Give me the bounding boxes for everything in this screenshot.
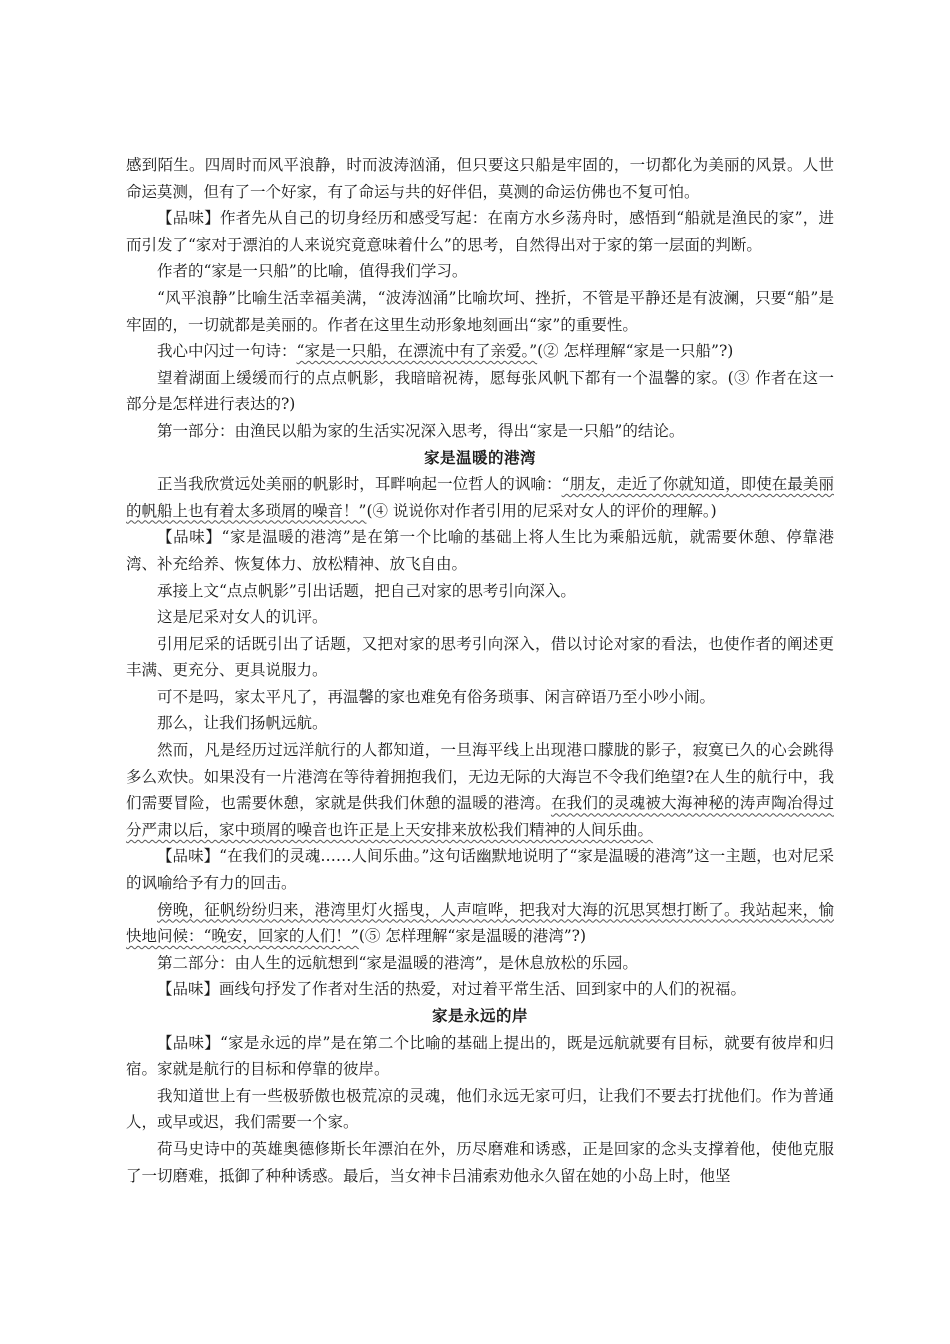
paragraph <box>126 285 834 338</box>
text-segment: 第一部分：由渔民以船为家的生活实况深入思考，得出“家是一只船”的结论。 <box>157 421 685 440</box>
underlined-sentence: 傍晚，征帆纷纷归来，港湾里灯火摇曳，人声喧哗，把我对大海的沉思冥想打断了。我站起来，愉快地问候：“晚安，回家的人们！” <box>126 900 834 946</box>
text-segment: 我知道世上有一些极骄傲也极荒凉的灵魂，他们永远无家可归，让我们不要去打扰他们。作为普通人，或早或迟，我们需要一个家。 <box>126 1086 834 1132</box>
text-segment: 引用尼采的话既引出了话题，又把对家的思考引向深入，借以讨论对家的看法，也使作者的阐述更丰满、更充分、更具说服力。 <box>126 634 834 680</box>
text-segment: (④ 说说你对作者引用的尼采对女人的评价的理解。) <box>366 501 717 520</box>
paragraph <box>126 338 834 365</box>
text-segment: 正当我欣赏远处美丽的帆影时，耳畔响起一位哲人的讽喻： <box>157 475 562 494</box>
underlined-sentence: “朋友，走近了你就知道，即使在最美丽的帆船上也有着太多琐屑的噪音！” <box>126 475 834 520</box>
paragraph <box>126 1083 834 1136</box>
text-segment: 望着湖面上缓缓而行的点点帆影，我暗暗祝祷，愿每张风帆下都有一个温馨的家。(③ 作者在这一部分是怎样进行表达的?) <box>126 368 834 414</box>
text-segment: (② 怎样理解“家是一只船”?) <box>537 342 734 361</box>
paragraph <box>126 897 834 950</box>
text-segment: 第二部分：由人生的远航想到“家是温暖的港湾”，是休息放松的乐园。 <box>157 953 638 972</box>
underlined-sentence: 在我们的灵魂被大海神秘的涛声陶冶得过分严肃以后，家中琐屑的噪音也许正是上天安排来放松我们精神的人间乐曲。 <box>126 794 834 839</box>
paragraph <box>126 578 834 605</box>
text-segment: 这是尼采对女人的讥评。 <box>157 608 328 627</box>
text-segment: 荷马史诗中的英雄奥德修斯长年漂泊在外，历尽磨难和诱惑，正是回家的念头支撑着他，使他克服了一切磨难，抵御了种种诱惑。最后，当女神卡吕浦索劝他永久留在她的小岛上时，他坚 <box>126 1139 834 1185</box>
paragraph <box>126 258 834 285</box>
text-segment: 感到陌生。四周时而风平浪静，时而波涛汹涌，但只要这只船是牢固的，一切都化为美丽的风景。人世命运莫测，但有了一个好家，有了命运与共的好伴侣，莫测的命运仿佛也不复可怕。 <box>126 156 834 201</box>
text-segment: 【品味】“在我们的灵魂……人间乐曲。”这句话幽默地说明了“家是温暖的港湾”这一主题，也对尼采的讽喻给予有力的回击。 <box>126 847 834 893</box>
text-segment: “风平浪静”比喻生活幸福美满，“波涛汹涌”比喻坎坷、挫折，不管是平静还是有波澜，只要“船”是牢固的，一切就都是美丽的。作者在这里生动形象地刻画出“家”的重要性。 <box>126 288 834 334</box>
text-segment: 承接上文“点点帆影”引出话题，把自己对家的思考引向深入。 <box>157 581 576 600</box>
section-heading <box>126 445 834 472</box>
text-segment: 那么，让我们扬帆远航。 <box>157 714 328 733</box>
underlined-sentence: “家是一只船，在漂流中有了亲爱。” <box>296 342 538 361</box>
paragraph <box>126 604 834 631</box>
text-segment: 【品味】作者先从自己的切身经历和感受写起：在南方水乡荡舟时，感悟到“船就是渔民的家”，进而引发了“家对于漂泊的人来说究竟意味着什么”的思考，自然得出对于家的第一层面的判断。 <box>126 209 834 254</box>
paragraph <box>126 365 834 418</box>
paragraph <box>126 205 834 258</box>
text-segment: 【品味】画线句抒发了作者对生活的热爱，对过着平常生活、回到家中的人们的祝福。 <box>157 980 747 999</box>
paragraph <box>126 1136 834 1189</box>
paragraph <box>126 976 834 1003</box>
text-segment: 我心中闪过一句诗： <box>157 342 297 361</box>
document-body <box>126 152 834 1189</box>
text-segment: 家是温暖的港湾 <box>423 448 536 467</box>
text-segment: 然而，凡是经历过远洋航行的人都知道，一旦海平线上出现港口朦胧的影子，寂寞已久的心会跳得多么欢快。如果没有一片港湾在等待着拥抱我们，无边无际的大海岂不令我们绝望?在人生的航行中，我们需要冒险，也需要休憩，家就是供我们休憩的温暖的港湾。 <box>126 741 834 813</box>
paragraph <box>126 710 834 737</box>
paragraph <box>126 1030 834 1083</box>
text-segment: 【品味】“家是温暖的港湾”是在第一个比喻的基础上将人生比为乘船远航，就需要休憩、停靠港湾、补充给养、恢复体力、放松精神、放飞自由。 <box>126 528 834 573</box>
paragraph <box>126 631 834 684</box>
text-segment: 【品味】“家是永远的岸”是在第二个比喻的基础上提出的，既是远航就要有目标，就要有彼岸和归宿。家就是航行的目标和停靠的彼岸。 <box>126 1033 834 1079</box>
paragraph <box>126 950 834 977</box>
paragraph <box>126 843 834 896</box>
paragraph <box>126 737 834 843</box>
text-segment: 家是永远的岸 <box>431 1007 528 1025</box>
paragraph <box>126 152 834 205</box>
text-segment: 作者的“家是一只船”的比喻，值得我们学习。 <box>157 262 468 281</box>
paragraph <box>126 471 834 524</box>
section-heading <box>126 1003 834 1030</box>
paragraph <box>126 524 834 577</box>
paragraph <box>126 684 834 711</box>
text-segment: (⑤ 怎样理解“家是温暖的港湾”?) <box>358 927 587 946</box>
text-segment: 可不是吗，家太平凡了，再温馨的家也难免有俗务琐事、闲言碎语乃至小吵小闹。 <box>157 687 716 706</box>
paragraph <box>126 418 834 445</box>
